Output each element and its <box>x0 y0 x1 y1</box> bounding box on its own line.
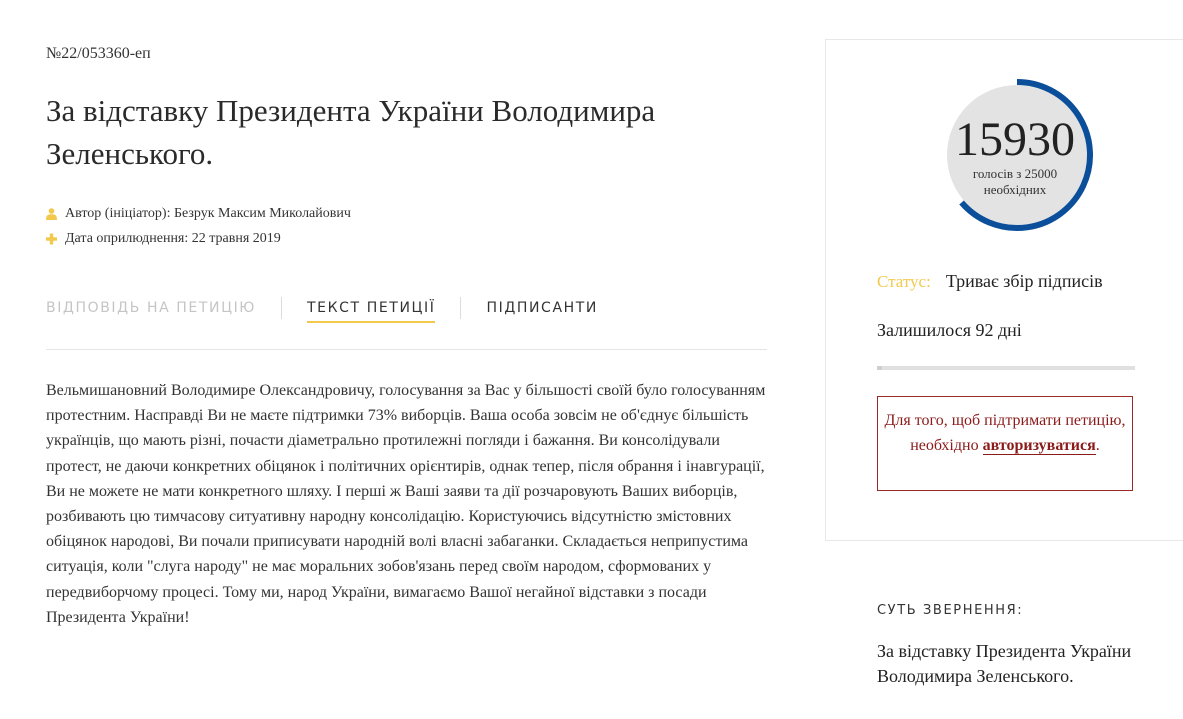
tab-divider <box>281 297 282 319</box>
status-label: Статус: <box>877 272 931 291</box>
auth-notice-end: . <box>1095 437 1100 454</box>
votes-count: 15930 <box>955 113 1075 166</box>
petition-body: Вельмишановний Володимире Олександровичу, голосування за Вас у більшості своїй було голосуванням протестним. Насправді Ви не маєте підтримки 73% виборців. Ваша особа зовсім не об'єднує більшість українців, що мають різні, почасти діаметрально протилежні погляди і бажання. Ви консолідували протест, не даючи конкретних обіцянок і політичних орієнтирів, однак тепер, після обрання і інавгурації, Ви не можете не мати конкретного шляху. І перші ж Ваші заяви та дії розчаровують Ваших виборців, розбивають цю тимчасову ситуативну народну консолідацію. Користуючись відсутністю змістовних обіцянок народові, Ви почали приписувати народній волі власні забаганки. Складається неприпустима ситуація, коли "слуга народу" не має моральних зобов'язань перед своїм народом, сформованих у передвиборчому процесі. Тому ми, народ України, вимагаємо Вашої негайної відставки з посади Президента України! <box>46 382 766 626</box>
author-row <box>46 206 351 222</box>
days-left: Залишилося 92 дні <box>877 320 1022 340</box>
summary-heading: СУТЬ ЗВЕРНЕННЯ: <box>877 603 1024 618</box>
page-title: За відставку Президента України Володимира Зеленського. <box>46 93 656 171</box>
user-icon <box>46 208 57 220</box>
auth-required-notice <box>877 396 1133 491</box>
date-row <box>46 231 281 247</box>
petition-number: №22/053360-еп <box>46 45 151 62</box>
date-label: Дата оприлюднення: <box>65 231 189 246</box>
votes-caption: голосів з 25000 необхідних <box>972 166 1058 197</box>
tab-signers[interactable]: ПІДПИСАНТИ <box>486 300 598 316</box>
days-progress-fill <box>877 366 882 370</box>
tab-divider <box>460 297 461 319</box>
publication-date: 22 травня 2019 <box>191 231 281 246</box>
petition-tabs <box>46 300 767 350</box>
status-row <box>877 271 1103 292</box>
login-link[interactable]: авторизуватися <box>982 437 1096 454</box>
tab-petition-text[interactable]: ТЕКСТ ПЕТИЦІЇ <box>307 300 435 323</box>
author-label: Автор (ініціатор): <box>65 206 171 221</box>
days-progress-bar <box>877 366 1135 370</box>
status-value: Триває збір підписів <box>945 271 1103 291</box>
plus-icon <box>46 233 57 245</box>
summary-text: За відставку Президента України Володимира Зеленського. <box>877 641 1132 686</box>
auth-notice-text: Для того, щоб підтримати петицію, необхідно <box>884 412 1126 454</box>
author-name: Безрук Максим Миколайович <box>173 206 351 221</box>
tab-response[interactable]: ВІДПОВІДЬ НА ПЕТИЦІЮ <box>46 300 257 316</box>
